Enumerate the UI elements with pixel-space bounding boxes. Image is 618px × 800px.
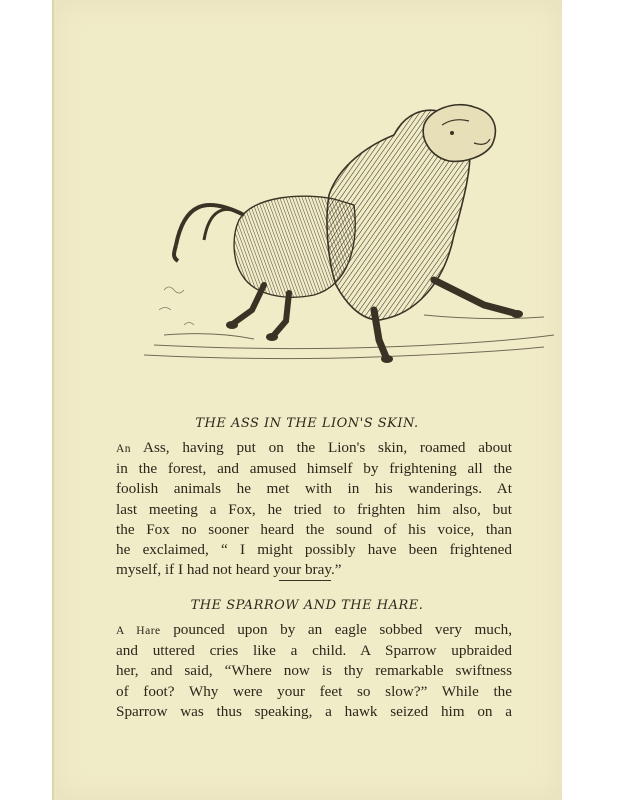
text-line: the Fox no sooner heard the sound of his voice, than [116,520,512,538]
text-line: and uttered cries like a child. A Sparrow upbraided [116,642,512,660]
book-page [52,0,562,800]
text-line: foolish animals he met with in his wanderings. At [116,480,512,498]
text-line: Sparrow was thus speaking, a hawk seized him on a [116,702,512,720]
line-text: pounced upon by an eagle sobbed very much, [160,621,513,638]
fable-title-ass-lion-skin: THE ASS IN THE LION'S SKIN. [195,416,419,431]
fable-title-sparrow-hare: THE SPARROW AND THE HARE. [190,598,424,613]
section-divider [279,580,331,581]
drop-cap: A Hare [116,625,161,637]
text-line [116,438,512,459]
text-line: last meeting a Fox, he tried to frighten him also, but [116,500,512,518]
fable-text-sparrow-hare [116,620,512,722]
text-line [116,620,512,641]
line-text: Ass, having put on the Lion's skin, roamed about [131,439,512,456]
fable-text-ass-lion-skin [116,438,512,580]
text-line: he exclaimed, “ I might possibly have been frightened [116,541,512,559]
text-line: myself, if I had not heard your bray.” [116,561,342,579]
text-line: her, and said, “Where now is thy remarkable swiftness [116,662,512,680]
drop-cap: An [116,443,132,455]
page-edge [52,0,56,800]
text-line: of foot? Why were your feet so slow?” While the [116,682,512,700]
text-line: in the forest, and amused himself by frightening all the [116,460,512,478]
ass-in-lion-skin-illustration [124,95,564,395]
